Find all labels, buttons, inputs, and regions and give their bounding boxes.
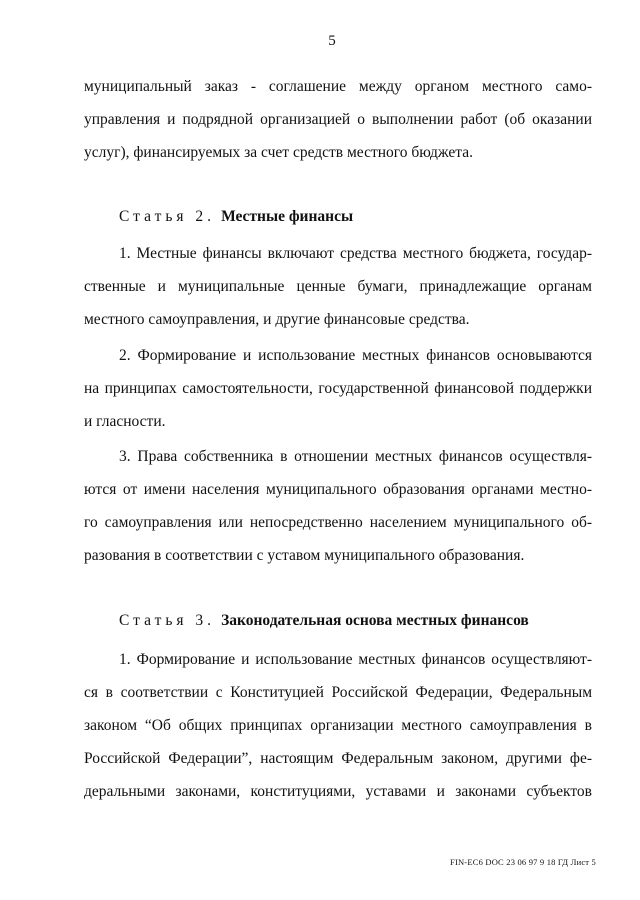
- page-number: 5: [328, 33, 336, 49]
- text-line: го самоуправления или непосредственно населением муниципального об-: [84, 514, 592, 531]
- text-line: на принципах самостоятельности, государственной финансовой поддержки: [84, 380, 592, 397]
- article-3-paragraph-1: [84, 643, 592, 808]
- text-line: ственные и муниципальные ценные бумаги, принадлежащие органам: [84, 278, 592, 295]
- article-label: Статья 2.: [119, 208, 216, 225]
- text-line: разования в соответствии с уставом муниципального образования.: [84, 547, 525, 564]
- text-line: ся в соответствии с Конституцией Российской Федерации, Федеральным: [84, 684, 592, 701]
- article-2-heading: [119, 208, 353, 226]
- text-line: управления и подрядной организацией о выполнении работ (об оказании: [84, 111, 592, 128]
- text-line: законом “Об общих принципах организации местного самоуправления в: [84, 717, 592, 734]
- text-line: и гласности.: [84, 413, 166, 430]
- text-line: Российской Федерации”, настоящим Федеральным законом, другими фе-: [84, 750, 592, 767]
- article-title: Местные финансы: [221, 208, 354, 225]
- text-line: муниципальный заказ - соглашение между органом местного само-: [84, 78, 592, 95]
- article-title: Законодательная основа местных финансов: [221, 612, 529, 629]
- text-line: местного самоуправления, и другие финансовые средства.: [84, 311, 470, 328]
- text-line: деральными законами, конституциями, уставами и законами субъектов: [84, 783, 592, 800]
- intro-paragraph: [84, 70, 592, 169]
- article-2-paragraph-1: [84, 237, 592, 336]
- article-3-heading: [119, 612, 529, 630]
- text-line: услуг), финансируемых за счет средств местного бюджета.: [84, 144, 474, 161]
- text-line: ются от имени населения муниципального образования органами местно-: [84, 481, 592, 498]
- text-line: 2. Формирование и использование местных финансов основываются: [119, 347, 592, 364]
- article-2-paragraph-2: [84, 339, 592, 438]
- text-line: 3. Права собственника в отношении местных финансов осуществля-: [119, 448, 592, 465]
- article-2-paragraph-3: [84, 440, 592, 572]
- document-footer: FIN-EC6 DOC 23 06 97 9 18 ГД Лист 5: [450, 857, 596, 867]
- article-label: Статья 3.: [119, 612, 216, 629]
- text-line: 1. Местные финансы включают средства местного бюджета, государ-: [119, 245, 592, 262]
- text-line: 1. Формирование и использование местных финансов осуществляют-: [119, 651, 592, 668]
